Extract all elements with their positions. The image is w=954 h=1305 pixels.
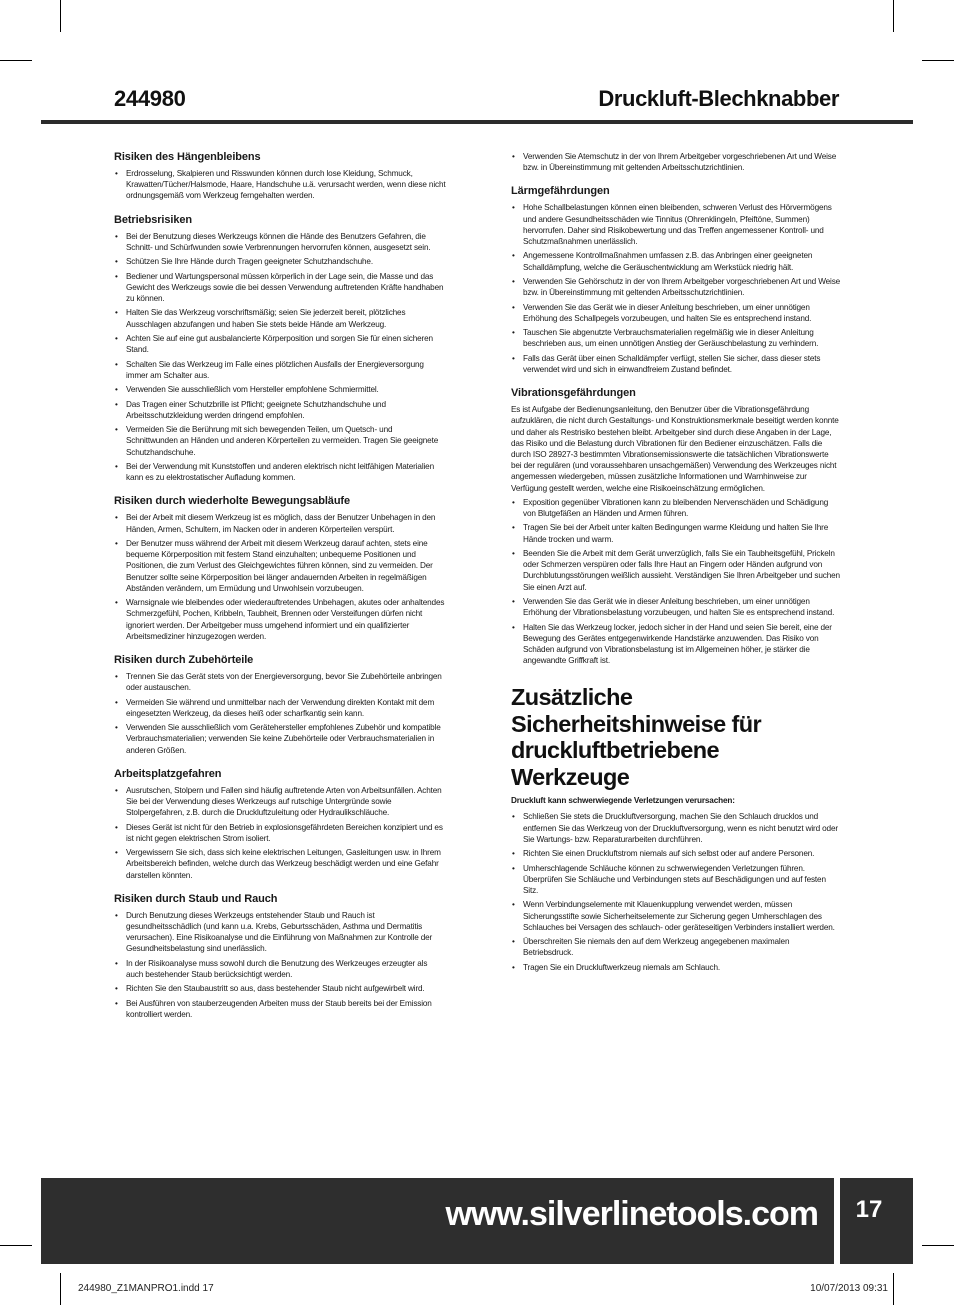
section-heading: Risiken durch wiederholte Bewegungsabläufe	[114, 495, 351, 508]
bullet-list	[114, 671, 446, 756]
list-item: • Erdrosselung, Skalpieren und Risswunden können durch lose Kleidung, Schmuck, Krawatten/Tücher/Halsmode, Haare, Handschuhe u.ä. verursacht werden, wenn diese nicht ordnungsgemäß vom Werkzeug ferngehalten werden.	[114, 168, 446, 202]
list-item: • Exposition gegenüber Vibrationen kann zu bleibenden Nervenschäden und Schädigung von Blutgefäßen an Händen und Armen führen.	[511, 497, 841, 519]
list-item: • Verwenden Sie Atemschutz in der von Ihrem Arbeitgeber vorgeschriebenen Art und Weise bzw. in Übereinstimmung mit geltenden Arbeitsschutzrichtlinien.	[511, 151, 841, 173]
list-item: • Der Benutzer muss während der Arbeit mit diesem Werkzeug darauf achten, stets eine bequeme Körperposition mit festem Stand einzuhalten; unbequeme Positionen und Positionen, die zum Verlust des Gleichgewichtes führen können, sind zu vermeiden. Der Benutzer sollte seine Körperposition bei länger andauernden Arbeiten in regelmäßigen Abständen verändern, um Ermüdung und Unwohlsein vorzubeugen.	[114, 538, 446, 594]
list-item: • Vergewissern Sie sich, dass sich keine elektrischen Leitungen, Gasleitungen usw. in Ihrem Arbeitsbereich befinden, welche durch das Werkzeug beschädigt werden und eine Gefahr darstellen könnten.	[114, 847, 446, 881]
left-column	[114, 151, 446, 1027]
list-item: • Vermeiden Sie während und unmittelbar nach der Verwendung direkten Kontakt mit dem eingesetzten Werkzeug, da dieses heiß oder scharfkantig sein kann.	[114, 697, 446, 719]
major-heading: Zusätzliche Sicherheitshinweise für druckluftbetriebene Werkzeuge	[511, 684, 762, 790]
crop-mark	[893, 1273, 894, 1305]
section-heading: Vibrationsgefährdungen	[511, 387, 636, 400]
list-item: • Tauschen Sie abgenutzte Verbrauchsmaterialien regelmäßig wie in dieser Anleitung beschrieben aus, um einen unnötigen Anstieg der Geräuschbelastung zu verhindern.	[511, 327, 841, 349]
list-item: • Angemessene Kontrollmaßnahmen umfassen z.B. das Anbringen einer geeigneten Schalldämpfung, welche die Geräuschentwicklung am Werkstück niedrig hält.	[511, 250, 841, 272]
section	[114, 768, 446, 881]
page-number: 17	[855, 1196, 883, 1223]
section-heading: Lärmgefährdungen	[511, 185, 610, 198]
section	[114, 214, 446, 484]
list-item: • Falls das Gerät über einen Schalldämpfer verfügt, stellen Sie sicher, dass dieser stets verwendet wird und sich in einwandfreiem Zustand befindet.	[511, 353, 841, 375]
list-item: • Dieses Gerät ist nicht für den Betrieb in explosionsgefährdeten Bereichen konzipiert und es ist nicht gegen elektrischen Strom isoliert.	[114, 822, 446, 844]
crop-mark	[60, 1273, 61, 1305]
list-item: • Wenn Verbindungselemente mit Klauenkupplung verwendet werden, müssen Sicherungsstifte sowie Sicherheitselemente zur Sicherung gegen Umherschlagen des Schlauches bei Versagen des schlauch- oder geräteseitigen Verbinders installiert werden.	[511, 899, 841, 933]
list-item: • Bediener und Wartungspersonal müssen körperlich in der Lage sein, die Masse und das Gewicht des Werkzeugs sowie die bei dessen Verwendung auftretenden Kräfte handhaben zu können.	[114, 271, 446, 305]
bullet-list	[511, 497, 841, 667]
crop-mark	[922, 1245, 954, 1246]
product-code: 244980	[114, 86, 186, 111]
list-item: • In der Risikoanalyse muss sowohl durch die Benutzung des Werkzeuges erzeugter als auch bestehender Staub berücksichtigt werden.	[114, 958, 446, 980]
website-link[interactable]: www.silverlinetools.com	[445, 1195, 818, 1233]
bullet-list	[114, 512, 446, 642]
crop-mark	[60, 0, 61, 32]
section	[114, 495, 446, 642]
list-item: • Bei der Verwendung mit Kunststoffen und anderen elektrisch nicht leitfähigen Materialien kann es zu elektrostatischer Aufladung kommen.	[114, 461, 446, 483]
list-item: • Schließen Sie stets die Druckluftversorgung, machen Sie den Schlauch drucklos und entfernen Sie das Werkzeug von der Druckluftversorgung, wenn es nicht benutzt wird oder Sie Wartungs- bzw. Reparaturarbeiten durchführen.	[511, 811, 841, 845]
list-item: • Vermeiden Sie die Berührung mit sich bewegenden Teilen, um Quetsch- und Schnittwunden an Händen und anderen Körperteilen zu vermeiden. Tragen Sie geeignete Schutzhandschuhe.	[114, 424, 446, 458]
list-item: • Ausrutschen, Stolpern und Fallen sind häufig auftretende Arten von Arbeitsunfällen. Achten Sie bei der Verwendung dieses Werkzeugs auf rutschige Untergründe sowie Stolpergefahren, z.B. durch die Druckluftzuleitung oder Hydraulikschläuche.	[114, 785, 446, 819]
list-item: • Bei der Benutzung dieses Werkzeugs können die Hände des Benutzers Gefahren, die Schnitt- und Schürfwunden sowie Verbrennungen hervorrufen können, ausgesetzt sein.	[114, 231, 446, 253]
section-zusatz	[511, 684, 841, 973]
list-item: • Halten Sie das Werkzeug locker, jedoch sicher in der Hand und seien Sie bereit, eine der Bewegung des Gerätes entgegenwirkende Handstärke anzuwenden. Das Risiko von Schäden aufgrund von Vibrationsbelastung ist im Allgemeinen höher, je stärker die angewandte Griffkraft ist.	[511, 622, 841, 667]
bullet-list	[511, 811, 841, 973]
section-laerm	[511, 185, 841, 375]
section-heading: Arbeitsplatzgefahren	[114, 767, 222, 780]
list-item: • Achten Sie auf eine gut ausbalancierte Körperposition und sorgen Sie für einen sicheren Stand.	[114, 333, 446, 355]
section-heading: Risiken durch Zubehörteile	[114, 653, 254, 666]
list-item: • Beenden Sie die Arbeit mit dem Gerät unverzüglich, falls Sie ein Taubheitsgefühl, Prickeln oder Schmerzen verspüren oder falls Ihre Haut an Fingern oder Händen aufgrund von Durchblutungsstörungen weißlich aussieht. Verständigen Sie Ihren Arbeitgeber und suchen Sie einen Arzt auf.	[511, 548, 841, 593]
list-item: • Verwenden Sie das Gerät wie in dieser Anleitung beschrieben, um einer unnötigen Erhöhung des Schallpegels vorzubeugen, und halten Sie es entsprechend instand.	[511, 302, 841, 324]
list-item: • Warnsignale wie bleibendes oder wiederauftretendes Unbehagen, akutes oder anhaltendes Schmerzgefühl, Pochen, Kribbeln, Taubheit, Brennen oder Versteifungen dürfen nicht ignoriert werden. Der Arbeitgeber muss umgehend informiert und ein qualifizierter Arbeitsmediziner hinzugezogen werden.	[114, 597, 446, 642]
list-item: • Hohe Schallbelastungen können einen bleibenden, schweren Verlust des Hörvermögens und andere Gesundheitsschäden wie Tinnitus (Ohrenklingeln, Pfeiftöne, Summen) hervorrufen. Daher sind Risikobewertung und das Treffen angemessener Kontroll- und Schutzmaßnahmen unerlässlich.	[511, 202, 841, 247]
section	[114, 893, 446, 1020]
page-number-box	[840, 1178, 913, 1264]
bullet-list	[114, 231, 446, 484]
crop-mark	[893, 0, 894, 32]
section-heading: Risiken durch Staub und Rauch	[114, 892, 278, 905]
crop-mark	[922, 60, 954, 61]
intro-paragraph: Es ist Aufgabe der Bedienungsanleitung, den Benutzer über die Vibrationsgefährdung aufzuklären, die nicht durch Gestaltungs- und Konstruktionsmerkmale beseitigt werden konnte und daher als Restrisiko bestehen bleibt. Arbeitgeber sind durch diese Angaben in der Lage, das Risiko und die Belastung durch Vibrationen für den Bediener einzuschätzen. Falls die durch ISO 28927-3 bestimmten Vibrationsemissionswerte die tatsächlichen Vibrationswerte bei der regulären (und voraussehbaren unsachgemäßen) Verwendung des Werkzeuges nicht angemessen wiedergeben, müssen zusätzliche Informationen und Warnhinweise zur Verfügung gestellt werden, welche eine Risikoeinschätzung ermöglichen.	[511, 405, 839, 493]
bullet-list	[114, 910, 446, 1020]
print-slug-file: 244980_Z1MANPRO1.indd 17	[78, 1283, 214, 1294]
list-item: • Durch Benutzung dieses Werkzeugs entstehender Staub und Rauch ist gesundheitsschädlich (und kann u.a. Krebs, Geburtsschäden, Asthma und Dermatitis verursachen). Eine Risikoanalyse und die Einführung von Maßnahmen zur Kontrolle der Gesundheitsbelastung sind unerlässlich.	[114, 910, 446, 955]
bullet-list	[114, 168, 446, 202]
crop-mark	[0, 60, 32, 61]
list-item: • Das Tragen einer Schutzbrille ist Pflicht; geeignete Schutzhandschuhe und Arbeitsschutzkleidung werden dringend empfohlen.	[114, 399, 446, 421]
bullet-list	[114, 785, 446, 881]
bullet-list	[511, 202, 841, 375]
crop-mark	[0, 1245, 32, 1246]
list-item: • Umherschlagende Schläuche können zu schwerwiegenden Verletzungen führen. Überprüfen Sie Schläuche und Verbindungen stets auf Beschädigungen und auf festen Sitz.	[511, 863, 841, 897]
section-heading: Risiken des Hängenbleibens	[114, 151, 261, 163]
list-item: • Überschreiten Sie niemals den auf dem Werkzeug angegebenen maximalen Betriebsdruck.	[511, 936, 841, 958]
list-item: • Tragen Sie ein Druckluftwerkzeug niemals am Schlauch.	[511, 962, 841, 973]
list-item: • Richten Sie einen Druckluftstrom niemals auf sich selbst oder auf andere Personen.	[511, 848, 841, 859]
print-slug-date: 10/07/2013 09:31	[810, 1283, 888, 1294]
list-item: • Verwenden Sie ausschließlich vom Hersteller empfohlene Schmiermittel.	[114, 384, 446, 395]
bullet-list	[511, 151, 841, 173]
list-item: • Richten Sie den Staubaustritt so aus, dass bestehender Staub nicht aufgewirbelt wird.	[114, 983, 446, 994]
list-item: • Tragen Sie bei der Arbeit unter kalten Bedingungen warme Kleidung und halten Sie Ihre Hände trocken und warm.	[511, 522, 841, 544]
right-column	[511, 151, 841, 980]
list-item: • Bei der Arbeit mit diesem Werkzeug ist es möglich, dass der Benutzer Unbehagen in den Händen, Armen, Schultern, im Nacken oder in anderen Körperteilen verspürt.	[114, 512, 446, 534]
list-item: • Schalten Sie das Werkzeug im Falle eines plötzlichen Ausfalls der Energieversorgung immer am Schalter aus.	[114, 359, 446, 381]
page-title: Druckluft-Blechknabber	[598, 86, 839, 111]
list-item: • Bei Ausführen von stauberzeugenden Arbeiten muss der Staub bereits bei der Emission kontrolliert werden.	[114, 998, 446, 1020]
list-item: • Halten Sie das Werkzeug vorschriftsmäßig; seien Sie jederzeit bereit, plötzliches Ausschlagen abzufangen und haben Sie stets beide Hände am Werkzeug.	[114, 307, 446, 329]
subheading: Druckluft kann schwerwiegende Verletzungen verursachen:	[511, 796, 735, 806]
list-item: • Trennen Sie das Gerät stets von der Energieversorgung, bevor Sie Zubehörteile anbringen oder austauschen.	[114, 671, 446, 693]
list-item: • Verwenden Sie Gehörschutz in der von Ihrem Arbeitgeber vorgeschriebenen Art und Weise bzw. in Übereinstimmung mit geltenden Arbeitsschutzrichtlinien.	[511, 276, 841, 298]
header-divider	[41, 120, 913, 124]
section	[114, 151, 446, 202]
section	[114, 654, 446, 756]
footer-bar	[41, 1178, 834, 1264]
list-item: • Schützen Sie Ihre Hände durch Tragen geeigneter Schutzhandschuhe.	[114, 256, 446, 267]
list-item: • Verwenden Sie das Gerät wie in dieser Anleitung beschrieben, um einer unnötigen Erhöhung der Vibrationsbelastung vorzubeugen, und halten Sie es entsprechend instand.	[511, 596, 841, 618]
list-item: • Verwenden Sie ausschließlich vom Gerätehersteller empfohlenes Zubehör und kompatible Verbrauchsmaterialien; verwenden Sie keine Zubehörteile oder Verbrauchsmaterialien in anderen Größen.	[114, 722, 446, 756]
section-vibration	[511, 387, 841, 666]
section-heading: Betriebsrisiken	[114, 213, 192, 226]
section-atemschutz	[511, 151, 841, 173]
